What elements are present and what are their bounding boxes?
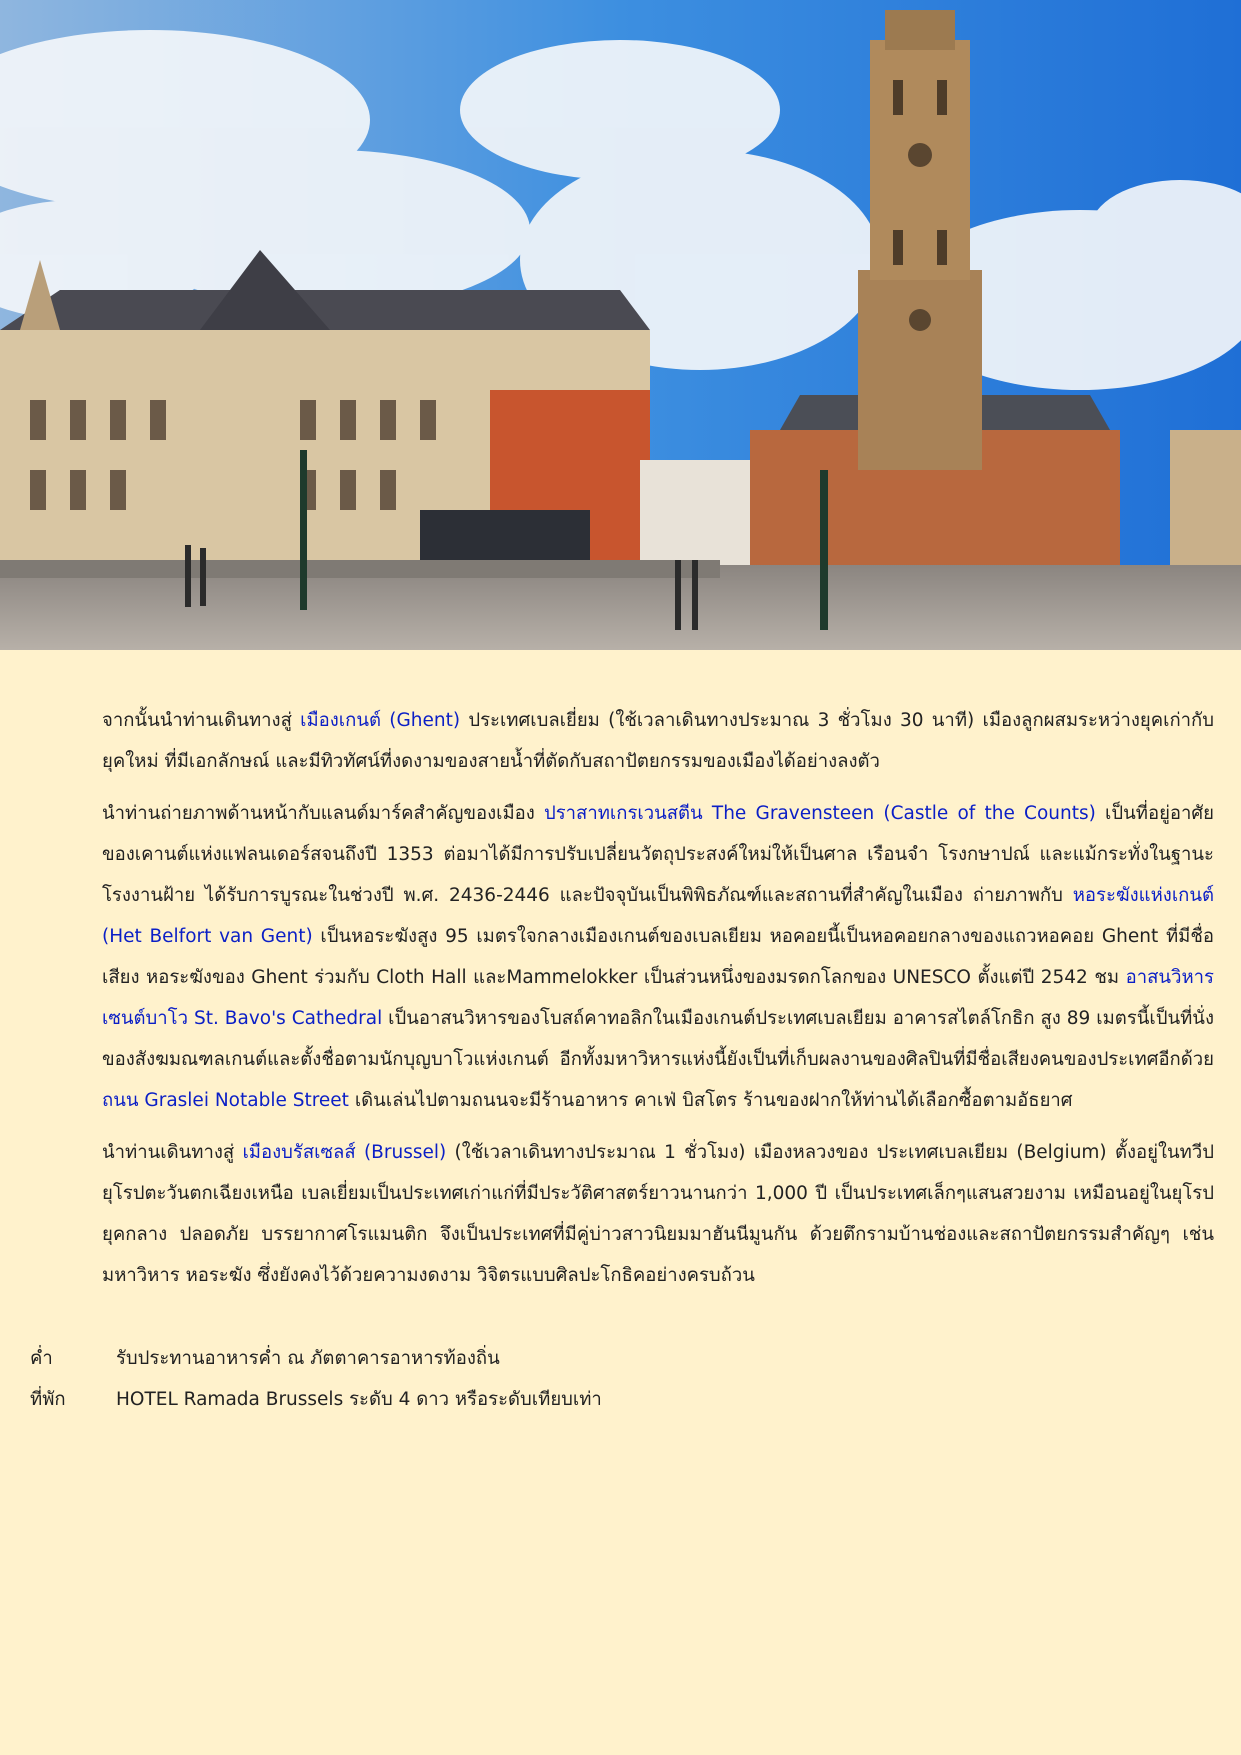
highlight-belfort: หอระฆังแห่งเกนต์ (Het Belfort van Gent) (102, 885, 1214, 947)
dinner-value: รับประทานอาหารค่ำ ณ ภัตตาคารอาหารท้องถิ่น (116, 1348, 500, 1369)
paragraph-segment: จากนั้นนำท่านเดินทางสู่ (102, 710, 301, 731)
paragraph-segment: ประเทศเบลเยี่ยม (ใช้เวลาเดินทางประมาณ 3 ชั่วโมง 30 นาที) เมืองลูกผสมระหว่างยุคเก่ากับยุคใหม่ ที่มีเอกลักษณ์ และมีทิวทัศน์ที่งดงามของสายน้ำที่ตัดกับสถาปัตยกรรมของเมืองได้อย่างลงตัว (102, 710, 1214, 772)
paragraph-segment: เป็นอาสนวิหารของโบสถ์คาทอลิกในเมืองเกนต์ประเทศเบลเยียม อาคารสไตล์โกธิก สูง 89 เมตรนี้เป็นที่นั่งของสังฆมณฑลเกนต์และตั้งชื่อตามนักบุญบาโวแห่งเกนต์ อีกทั้งมหาวิหารแห่งนี้ยังเป็นที่เก็บผลงานของศิลปินที่มีชื่อเสียงคนของประเทศอีกด้วย (102, 1008, 1214, 1070)
hotel-value: HOTEL Ramada Brussels ระดับ 4 ดาว หรือระดับเทียบเท่า (116, 1389, 602, 1410)
highlight-graslei: ถนน Graslei Notable Street (102, 1090, 349, 1111)
paragraph-brussels (102, 1132, 1214, 1296)
meal-hotel-info (30, 1338, 602, 1420)
paragraph-segment: เดินเล่นไปตามถนนจะมีร้านอาหาร คาเฟ่ บิสโตร ร้านของฝากให้ท่านได้เลือกซื้อตามอัธยาศ (348, 1090, 1073, 1111)
highlight-gravensteen: ปราสาทเกรเวนสตีน The Gravensteen (Castle of the Counts) (543, 803, 1096, 824)
highlight-ghent: เมืองเกนต์ (Ghent) (300, 710, 461, 731)
hotel-label: ที่พัก (30, 1389, 66, 1410)
highlight-brussels: เมืองบรัสเซลส์ (Brussel) (242, 1142, 447, 1163)
paragraph-segment: (ใช้เวลาเดินทางประมาณ 1 ชั่วโมง) เมืองหลวงของ ประเทศเบลเยียม (Belgium) ตั้งอยู่ในทวีปยุโรปตะวันตกเฉียงเหนือ เบลเยี่ยมเป็นประเทศเก่าแก่ที่มีประวัติศาสตร์ยาวนานกว่า 1,000 ปี เป็นประเทศเล็กๆแสนสวยงาม เหมือนอยู่ในยุโรปยุคกลาง ปลอดภัย บรรยากาศโรแมนติก จึงเป็นประเทศที่มีคู่บ่าวสาวนิยมมาฮันนีมูนกัน ด้วยตึกรามบ้านช่องและสถาปัตยกรรมสำคัญๆ เช่น มหาวิหาร หอระฆัง ซึ่งยังคงไว้ด้วยความงดงาม วิจิตรแบบศิลปะโกธิคอย่างครบถ้วน (102, 1142, 1214, 1286)
itinerary-body (102, 700, 1214, 1307)
paragraph-segment: นำท่านเดินทางสู่ (102, 1142, 243, 1163)
hero-photo (0, 0, 1241, 650)
highlight-st-bavo: อาสนวิหารเซนต์บาโว St. Bavo's Cathedral (102, 967, 1214, 1029)
info-row-dinner (30, 1338, 602, 1379)
paragraph-segment: เป็นที่อยู่อาศัยของเคานต์แห่งแฟลนเดอร์สจนถึงปี 1353 ต่อมาได้มีการปรับเปลี่ยนวัตถุประสงค์ใหม่ให้เป็นศาล เรือนจำ โรงกษาปณ์ และแม้กระทั่งในฐานะโรงงานฝ้าย ได้รับการบูรณะในช่วงปี พ.ศ. 2436-2446 และปัจจุบันเป็นพิพิธภัณฑ์และสถานที่สำคัญในเมือง ถ่ายภาพกับ (102, 803, 1214, 906)
info-row-hotel (30, 1379, 602, 1420)
paragraph-ghent (102, 700, 1214, 782)
paragraph-segment: นำท่านถ่ายภาพด้านหน้ากับแลนด์มาร์คสำคัญของเมือง (102, 803, 544, 824)
paragraph-segment: เป็นหอระฆังสูง 95 เมตรใจกลางเมืองเกนต์ของเบลเยียม หอคอยนี้เป็นหอคอยกลางของแถวหอคอย Ghent ที่มีชื่อเสียง หอระฆังของ Ghent ร่วมกับ Cloth Hall และMammelokker เป็นส่วนหนึ่งของมรดกโลกของ UNESCO ตั้งแต่ปี 2542 ชม (102, 926, 1215, 988)
city-square-illustration (0, 0, 1241, 650)
dinner-label: ค่ำ (30, 1348, 53, 1369)
paragraph-ghent-sights (102, 793, 1214, 1121)
